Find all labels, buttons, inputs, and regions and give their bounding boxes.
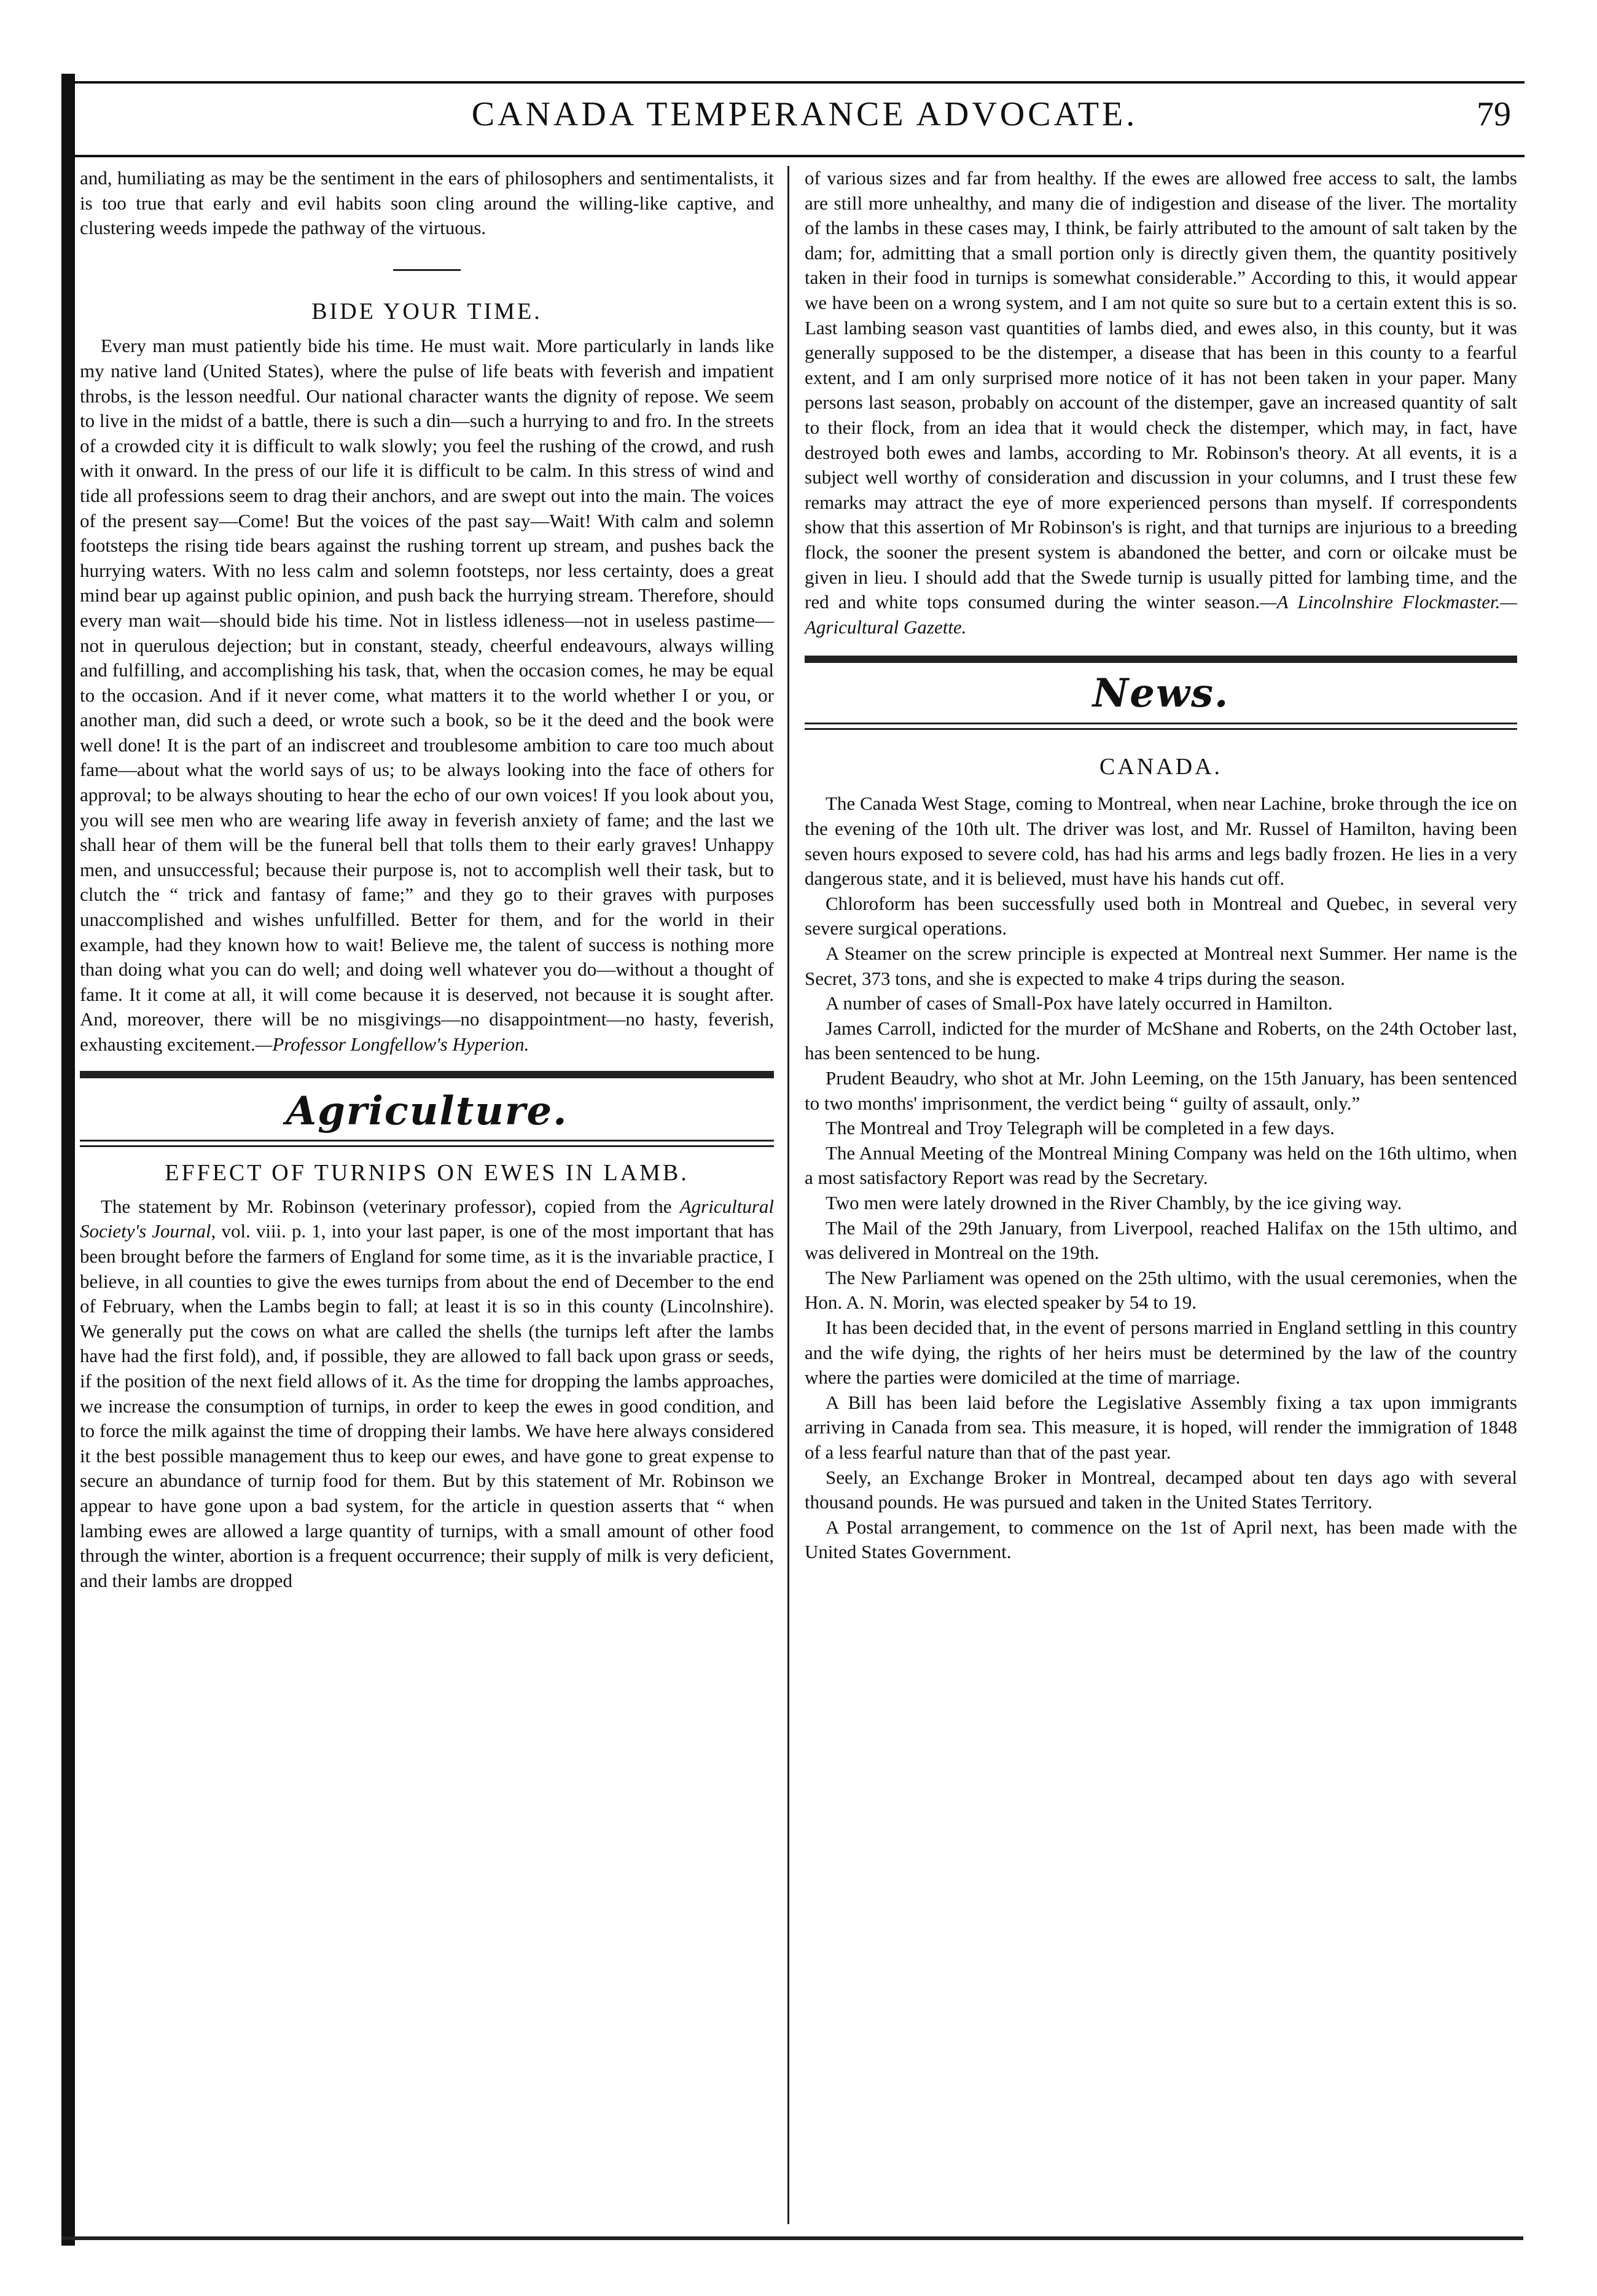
news-item: Prudent Beaudry, who shot at Mr. John Leeming, on the 15th January, has been sentenced to two months' imprisonment, the verdict being “ guilty of assault, only.”: [805, 1067, 1517, 1114]
news-item: The New Parliament was opened on the 25th ultimo, with the usual ceremonies, when the Hon. A. N. Morin, was elected speaker by 54 to 19.: [805, 1266, 1517, 1314]
section-thick-rule: [805, 656, 1517, 663]
right-column: [805, 166, 1517, 1565]
column-divider: [787, 166, 789, 2224]
news-item: Two men were lately drowned in the River Chambly, by the ice giving way.: [826, 1191, 1402, 1213]
news-item: The Mail of the 29th January, from Liverpool, reached Halifax on the 15th ultimo, and was delivered in Montreal on the 19th.: [805, 1217, 1517, 1264]
article-body-bide-your-time: [80, 334, 774, 1057]
news-item: A number of cases of Small-Pox have lately occurred in Hamilton.: [826, 992, 1333, 1014]
header-bottom-rule: [75, 155, 1525, 157]
article-title-turnips: EFFECT OF TURNIPS ON EWES IN LAMB.: [165, 1160, 689, 1186]
article-text: of various sizes and far from healthy. If the ewes are allowed free access to salt, the lambs are still more unhealthy, and many die of indigestion and disease of the liver. The mortality of the lambs in these cases may, I think, be fairly attributed to the amount of salt taken by the dam; for, admitting that a small portion only is directly given them, the quantity positively taken in their food in turnips is somewhat considerable.” According to this, it would appear we have been on a wrong system, and I am not quite so sure but to a certain extent this is so. Last lambing season vast quantities of lambs died, and ewes also, in this county, but it was generally supposed to be the distemper, a disease that has been in this county to a fearful extent, and I am only surprised more notice of it has not been taken in your paper. Many persons last season, probably on account of the distemper, gave an increased quantity of salt to their flock, from an idea that it would check the distemper, which may, in fact, have destroyed both ewes and lambs, according to Mr. Robinson's theory. At all events, it is a subject well worthy of consideration and discussion in your columns, and I trust these few remarks may attract the eye of more experienced persons than myself. If correspondents show that this assertion of Mr Robinson's is right, and that turnips are injurious to a breeding flock, the sooner the present system is abandoned the better, and corn or oilcake must be given in lieu. I should add that the Swede turnip is usually pitted for lambing time, and the red and white tops consumed during the winter season.: [805, 167, 1517, 613]
page-header: [86, 86, 1523, 154]
left-column: [80, 166, 774, 1593]
news-item: A Bill has been laid before the Legislative Assembly fixing a tax upon immigrants arriving in Canada from sea. This measure, it is hoped, will render the immigration of 1848 of a less fearful nature than that of the past year.: [805, 1391, 1517, 1463]
news-item: James Carroll, indicted for the murder of McShane and Roberts, on the 24th October last, has been sentenced to be hung.: [805, 1017, 1517, 1064]
news-item: A Steamer on the screw principle is expected at Montreal next Summer. Her name is the Secret, 373 tons, and she is expected to make 4 trips during the season.: [805, 942, 1517, 989]
news-item: Seely, an Exchange Broker in Montreal, decamped about ten days ago with several thousand pounds. He was pursued and taken in the United States Territory.: [805, 1466, 1517, 1513]
page-number: 79: [1477, 95, 1511, 133]
page-bottom-border: [61, 2236, 1523, 2240]
article-text: Every man must patiently bide his time. He must wait. More particularly in lands like my native land (United States), where the pulse of life beats with feverish and impatient throbs, is the lesson needful. Our national character wants the dignity of repose. We seem to live in the midst of a battle, there is such a din—such a hurrying to and fro. In the streets of a crowded city it is difficult to walk slowly; you feel the rushing of the crowd, and rush with it onward. In the press of our life it is difficult to be calm. In this stress of wind and tide all professions seem to drag their anchors, and are swept out into the main. The voices of the present say—Come! But the voices of the past say—Wait! With calm and solemn footsteps the rising tide bears against the rushing torrent up stream, and pushes back the hurrying waters. With no less calm and solemn footsteps, nor less certainty, does a great mind bear up against public opinion, and push back the hurrying stream. Therefore, should every man wait—should bide his time. Not in listless idleness—not in useless pastime—not in querulous dejection; but in constant, steady, cheerful endeavours, always willing and fulfilling, and accomplishing his task, that, when the occasion comes, he may be equal to the occasion. And if it never come, what matters it to the world whether I or you, or another man, did such a deed, or wrote such a book, so be it the deed and the book were well done! It is the part of an indiscreet and troublesome ambition to care too much about fame—about what the world says of us; to be always looking into the face of others for approval; to be always shouting to hear the echo of our own voices! If you look about you, you will see men who are wearing life away in feverish anxiety of fame; and the last we shall hear of them will be the funeral bell that tolls them to their early graves! Unhappy men, and unsuccessful; because their purpose is, not to accomplish well their task, but to clutch the “ trick and fantasy of fame;” and they go to their graves with purposes unaccomplished and wishes unfulfilled. Better for them, and for the world in their example, had they known how to wait! Believe me, the talent of success is nothing more than doing what you can do well; and doing well whatever you do—without a thought of fame. It it come at all, it will come because it is deserved, not because it is sought after. And, moreover, there will be no misgivings—no disappointment—no hasty, feverish, exhausting excitement.: [80, 335, 774, 1055]
news-item: A Postal arrangement, to commence on the 1st of April next, has been made with the United States Government.: [805, 1516, 1517, 1563]
continued-paragraph: and, humiliating as may be the sentiment in the ears of philosophers and sentimentalists, it is too true that early and evil habits soon cling around the willing-like captive, and clustering weeds impede the pathway of the virtuous.: [80, 167, 774, 239]
news-item: The Montreal and Troy Telegraph will be completed in a few days.: [826, 1117, 1335, 1139]
article-text: The statement by Mr. Robinson (veterinary professor), copied from the: [101, 1195, 680, 1217]
masthead-title: CANADA TEMPERANCE ADVOCATE.: [471, 95, 1138, 133]
section-double-rule: [805, 723, 1517, 730]
header-top-rule: [75, 81, 1525, 84]
section-heading-news: News.: [1092, 670, 1230, 717]
news-item: The Canada West Stage, coming to Montreal, when near Lachine, broke through the ice on the evening of the 10th ult. The driver was lost, and Mr. Russel of Hamilton, having been seven hours exposed to severe cold, has had his arms and legs badly frozen. He lies in a very dangerous state, and it is believed, must have his hands cut off.: [805, 793, 1517, 890]
article-body-turnips: [80, 1194, 774, 1594]
journal-name: Agricultural Society's Journal: [80, 1195, 774, 1242]
article-title-bide-your-time: BIDE YOUR TIME.: [311, 298, 542, 324]
section-thick-rule: [80, 1071, 774, 1078]
article-text: , vol. viii. p. 1, into your last paper, is one of the most important that has been brought before the farmers of England for some time, as it is the invariable practice, I believe, in all counties to give the ewes turnips from about the end of December to the end of February, when the Lambs begin to fall; at least it is so in this county (Lincolnshire). We generally put the cows on what are called the shells (the turnips left after the lambs have had the first fold), and, if possible, they are allowed to fall back upon grass or seeds, if the position of the next field allows of it. As the time for dropping the lambs approaches, we increase the consumption of turnips, in order to keep the ewes in good condition, and to force the milk against the time of dropping their lambs. We have here always considered it the best possible management thus to keep our ewes, and have gone to great expense to secure an abundance of turnip food for them. But by this statement of Mr. Robinson we appear to have gone upon a bad system, for the article in question asserts that “ when lambing ewes are allowed a large quantity of turnips, with a small amount of other food through the winter, abortion is a frequent occurrence; their supply of milk is very deficient, and their lambs are dropped: [80, 1220, 774, 1591]
article-attribution: —Professor Longfellow's Hyperion.: [255, 1033, 529, 1055]
page-left-border: [61, 74, 75, 2246]
article-body-turnips-continued: [805, 166, 1517, 640]
article-attribution: —A Lincolnshire Flockmaster.—Agricultural Gazette.: [805, 591, 1517, 638]
news-item: It has been decided that, in the event of persons married in England settling in this country and the wife dying, the rights of her heirs must be determined by the law of the country where the parties were domiciled at the time of marriage.: [805, 1316, 1517, 1389]
section-heading-agriculture: Agriculture.: [286, 1087, 568, 1134]
subsection-heading-canada: CANADA.: [1099, 753, 1223, 780]
section-double-rule: [80, 1140, 774, 1147]
news-item: Chloroform has been successfully used both in Montreal and Quebec, in several very severe surgical operations.: [805, 892, 1517, 939]
news-item: The Annual Meeting of the Montreal Mining Company was held on the 16th ultimo, when a most satisfactory Report was read by the Secretary.: [805, 1142, 1517, 1189]
